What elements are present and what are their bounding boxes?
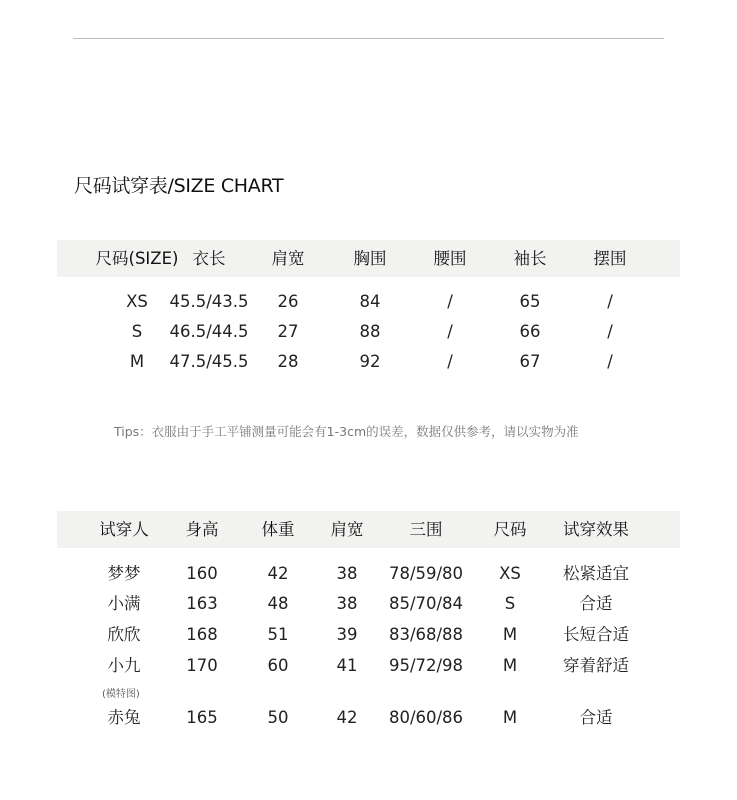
fitting-table-header-cell: 体重 <box>261 520 295 539</box>
fitting-table-cell: 长短合适 <box>563 625 629 644</box>
fitting-table-header-cell: 肩宽 <box>330 520 364 539</box>
fitting-table-cell: 欣欣 <box>107 625 141 644</box>
fitting-table-header-cell: 三围 <box>409 520 443 539</box>
fitting-table-cell: 85/70/84 <box>388 594 464 613</box>
fitting-table-cell: 51 <box>267 625 289 644</box>
fitting-table-cell: M <box>502 656 518 675</box>
fitting-table-cell: 松紧适宜 <box>563 564 629 583</box>
size-table-header-cell: 胸围 <box>353 249 387 268</box>
fitting-table-cell: 78/59/80 <box>388 564 464 583</box>
fitting-table-cell: 38 <box>336 594 358 613</box>
fitting-table-cell: 赤兔 <box>107 708 141 727</box>
size-table-cell: 84 <box>359 292 381 311</box>
fitting-table-cell: M <box>502 625 518 644</box>
fitting-table-header-cell: 身高 <box>185 520 219 539</box>
size-table-cell: 65 <box>519 292 541 311</box>
fitting-table-cell: 168 <box>186 625 218 644</box>
size-table-header-cell: 肩宽 <box>271 249 305 268</box>
size-table-cell: 67 <box>519 352 541 371</box>
tips-text: Tips：衣服由于手工平铺测量可能会有1-3cm的误差，数据仅供参考，请以实物为准 <box>114 424 579 439</box>
fitting-table-cell: 合适 <box>579 594 613 613</box>
size-table-cell: 27 <box>277 322 299 341</box>
page-title: 尺码试穿表/SIZE CHART <box>74 175 284 197</box>
fitting-table-cell: M <box>502 708 518 727</box>
size-table-cell: S <box>131 322 143 341</box>
size-table-cell: / <box>447 322 453 341</box>
fitting-table-cell: 160 <box>186 564 218 583</box>
fitting-table-header-cell: 试穿效果 <box>563 520 629 539</box>
size-table-cell: / <box>607 292 613 311</box>
size-table-cell: 45.5/43.5 <box>169 292 249 311</box>
fitting-table-header-cell: 尺码 <box>493 520 527 539</box>
size-table-header-cell: 摆围 <box>593 249 627 268</box>
size-table-cell: / <box>447 352 453 371</box>
fitting-table-cell: 80/60/86 <box>388 708 464 727</box>
fitting-table-cell: XS <box>499 564 521 583</box>
size-table-cell: 28 <box>277 352 299 371</box>
fitting-table-cell: 170 <box>186 656 218 675</box>
size-table-cell: 88 <box>359 322 381 341</box>
size-table-cell: / <box>607 322 613 341</box>
size-table-cell: 66 <box>519 322 541 341</box>
fitting-table-header-cell: 试穿人 <box>99 520 149 539</box>
fitting-table-cell: 95/72/98 <box>388 656 464 675</box>
fitting-table-cell: 60 <box>267 656 289 675</box>
fitting-table-cell: 41 <box>336 656 358 675</box>
size-table-cell: 46.5/44.5 <box>169 322 249 341</box>
fitting-table-cell: 165 <box>186 708 218 727</box>
size-table-cell: 26 <box>277 292 299 311</box>
size-table-header-cell: 腰围 <box>433 249 467 268</box>
size-table-cell: / <box>607 352 613 371</box>
fitting-table-cell: 38 <box>336 564 358 583</box>
fitting-table-cell: 梦梦 <box>107 564 141 583</box>
size-table-header-cell: 尺码(SIZE) <box>95 249 179 268</box>
size-table-header-cell: 衣长 <box>192 249 226 268</box>
size-table-cell: M <box>129 352 145 371</box>
fitting-table-cell: 小满 <box>107 594 141 613</box>
fitting-table-cell: 48 <box>267 594 289 613</box>
size-table-cell: / <box>447 292 453 311</box>
fitting-table-cell: 39 <box>336 625 358 644</box>
size-table-header-cell: 袖长 <box>513 249 547 268</box>
fitting-table-cell: 穿着舒适 <box>563 656 629 675</box>
fitting-table-cell: 83/68/88 <box>388 625 464 644</box>
size-table-cell: XS <box>126 292 148 311</box>
fitting-table-cell: 42 <box>267 564 289 583</box>
fitting-table-cell: S <box>504 594 516 613</box>
fitting-table-cell: 50 <box>267 708 289 727</box>
fitting-table-cell: 小九 <box>107 656 141 675</box>
model-note: (模特图) <box>102 689 140 700</box>
size-table-cell: 92 <box>359 352 381 371</box>
top-divider <box>73 38 664 39</box>
fitting-table-cell: 合适 <box>579 708 613 727</box>
fitting-table-cell: 42 <box>336 708 358 727</box>
fitting-table-cell: 163 <box>186 594 218 613</box>
size-table-cell: 47.5/45.5 <box>169 352 249 371</box>
